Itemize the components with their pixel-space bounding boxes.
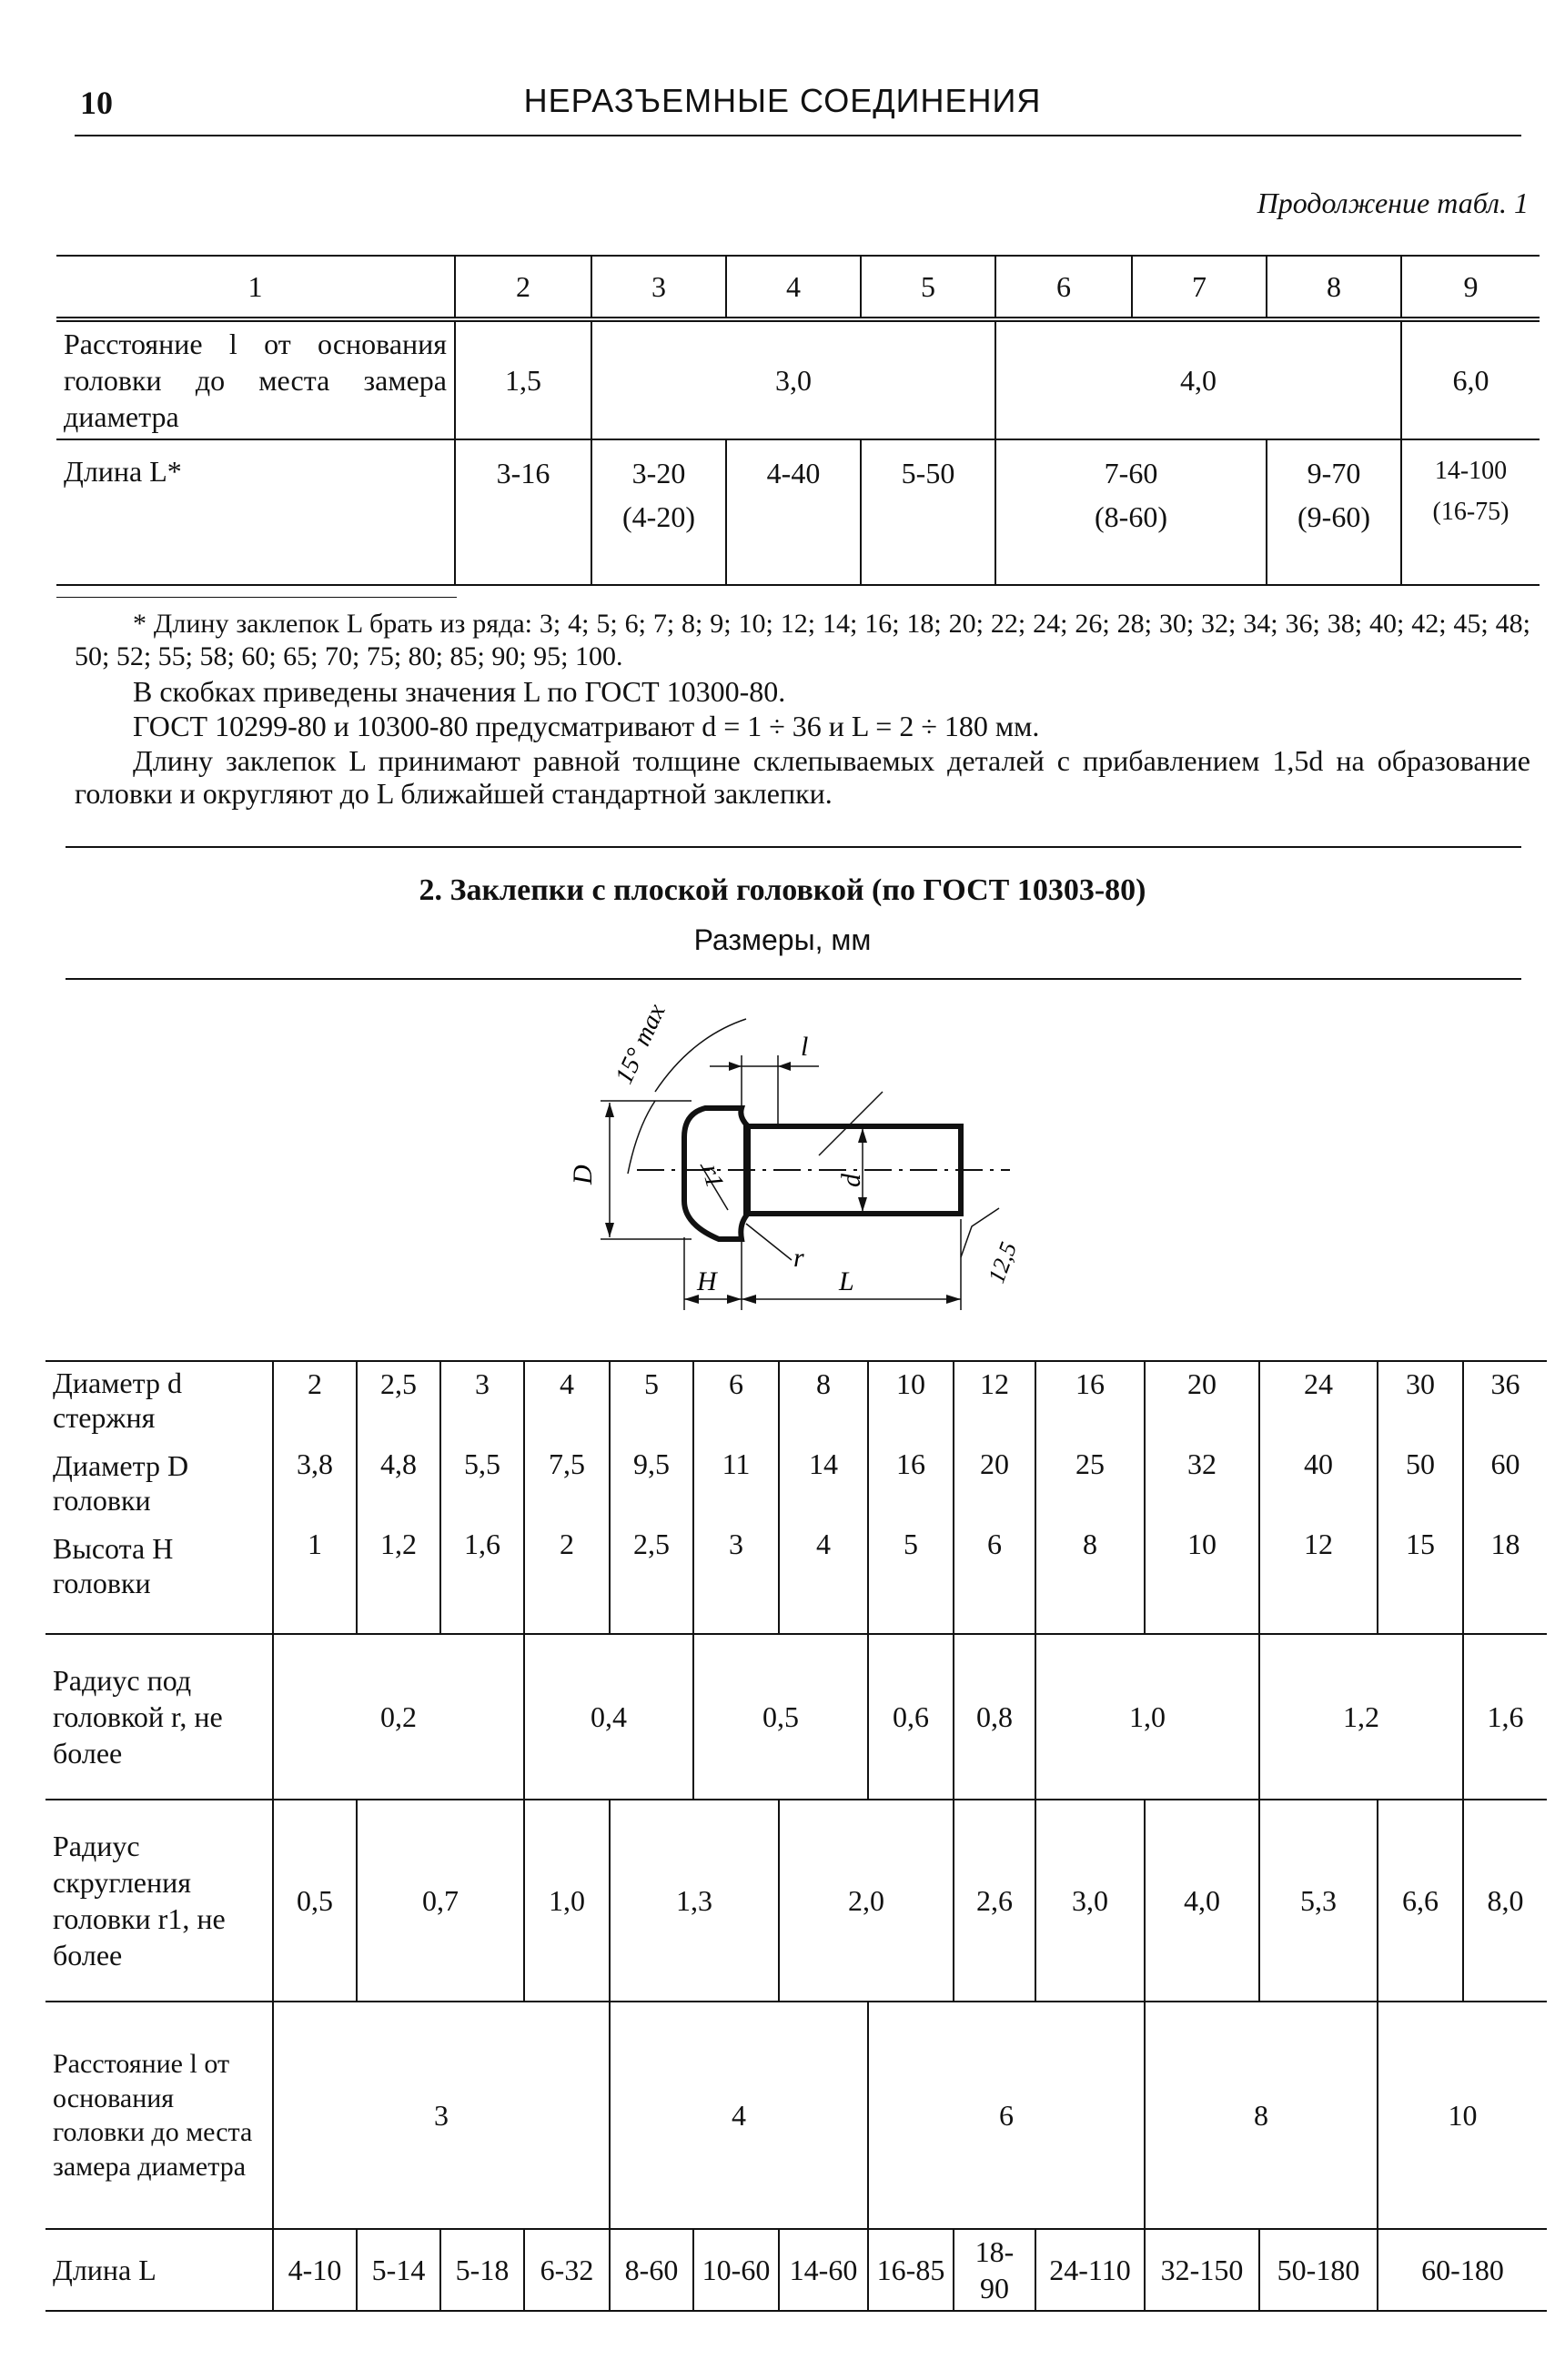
cell: 6-32: [524, 2229, 610, 2311]
header-rule: [75, 135, 1521, 136]
cell: 2 3,8 1: [273, 1361, 357, 1634]
page-number: 10: [80, 85, 113, 121]
value-main: 5-50: [901, 457, 955, 489]
units-label: Размеры, мм: [693, 923, 872, 956]
cell: 0,5: [273, 1800, 357, 2002]
col-header: 9: [1401, 256, 1540, 319]
dim-L-label: L: [839, 1266, 854, 1296]
cell: 24-110: [1035, 2229, 1145, 2311]
value-main: 9-70: [1307, 457, 1361, 489]
cell: 60-180: [1378, 2229, 1547, 2311]
cell: 1,3: [610, 1800, 779, 2002]
dim-D-label: D: [568, 1165, 598, 1185]
cell: [726, 439, 861, 585]
dim-d-label: d: [836, 1174, 866, 1187]
cell: 3,0: [1035, 1800, 1145, 2002]
cell: 0,8: [954, 1634, 1035, 1800]
col-header: 8: [1267, 256, 1401, 319]
cell: 0,4: [524, 1634, 693, 1800]
cell: 8: [1145, 2002, 1378, 2229]
cell: 5-18: [440, 2229, 524, 2311]
cell: [591, 439, 726, 585]
cell: [455, 439, 591, 585]
cell: [1267, 439, 1401, 585]
footnote: * Длину заклепок L брать из ряда: 3; 4; 5; 6; 7; 8; 9; 10; 12; 14; 16; 18; 20; 22; 24; 26; 28; 30; 32; 34; 36; 38; 40; 42; 45; 48; 50; 52; 55; 58; 60; 65; 70; 75; 80; 85; 90; 95; 100.: [75, 609, 1530, 671]
note-brackets: В скобках приведены значения L по ГОСТ 10300-80.: [133, 675, 786, 708]
value-alt: (8-60): [1095, 500, 1167, 533]
cell: 3,0: [591, 319, 995, 439]
cell: 14-60: [779, 2229, 868, 2311]
cell: 6: [868, 2002, 1145, 2229]
value-main: 3-16: [496, 457, 550, 489]
cell: 2,0: [779, 1800, 954, 2002]
cell: 2,6: [954, 1800, 1035, 2002]
cell: 1,2: [1259, 1634, 1463, 1800]
col-header: 2: [455, 256, 591, 319]
cell: 5,3: [1259, 1800, 1378, 2002]
cell: 1,6: [1463, 1634, 1547, 1800]
cell: 6 11 3: [693, 1361, 779, 1634]
table-caption: Продолжение табл. 1: [1257, 187, 1529, 219]
label-H: Высота H головки: [53, 1531, 174, 1599]
cell: 36 60 18: [1463, 1361, 1547, 1634]
row-label: Радиус под головкой r, не более: [45, 1634, 273, 1800]
col-header: 4: [726, 256, 861, 319]
col-header: 3: [591, 256, 726, 319]
cell: 12 20 6: [954, 1361, 1035, 1634]
value-main: 14-100: [1434, 457, 1508, 485]
dim-r1-label: r1: [695, 1161, 730, 1191]
cell: 0,5: [693, 1634, 868, 1800]
label-D: Диаметр D головки: [53, 1448, 189, 1518]
col-header: 1: [56, 256, 455, 319]
cell: 8,0: [1463, 1800, 1547, 2002]
note-gost: ГОСТ 10299-80 и 10300-80 предусматривают d = 1 ÷ 36 и L = 2 ÷ 180 мм.: [133, 710, 1040, 742]
cell: 10-60: [693, 2229, 779, 2311]
cell: 3 5,5 1,6: [440, 1361, 524, 1634]
cell: [1401, 439, 1540, 585]
row-label: Длина L: [45, 2229, 273, 2311]
cell: 18-90: [954, 2229, 1035, 2311]
cell: 30 50 15: [1378, 1361, 1463, 1634]
cell: 4,0: [1145, 1800, 1259, 2002]
cell: 2,5 4,8 1,2: [357, 1361, 440, 1634]
cell: 3: [273, 2002, 610, 2229]
cell: 32-150: [1145, 2229, 1259, 2311]
cell: 4 7,5 2: [524, 1361, 610, 1634]
cell: 8 14 4: [779, 1361, 868, 1634]
table-row-r1: [45, 1800, 1547, 2002]
table-row-r: [45, 1634, 1547, 1800]
roughness-label: 12,5: [983, 1238, 1023, 1287]
section-title: 2. Заклепки с плоской головкой (по ГОСТ 10303-80): [419, 873, 1146, 907]
footnote-rule: [56, 597, 457, 598]
table-row-L: [45, 2229, 1547, 2311]
value-alt: (16-75): [1432, 498, 1509, 526]
cell: 6,6: [1378, 1800, 1463, 2002]
value-main: 7-60: [1104, 457, 1158, 489]
dim-H-label: H: [697, 1266, 717, 1296]
cell: 24 40 12: [1259, 1361, 1378, 1634]
rivet-drawing: [528, 992, 1074, 1356]
table-header-row: [56, 256, 1540, 319]
table-2: [45, 1360, 1547, 2312]
cell: 1,0: [1035, 1634, 1259, 1800]
table-row: [56, 439, 1540, 585]
cell: 10: [1378, 2002, 1547, 2229]
cell: 5 9,5 2,5: [610, 1361, 693, 1634]
table-row-main-dims: [45, 1361, 1547, 1634]
cell: [995, 439, 1267, 585]
dim-r-label: r: [793, 1243, 804, 1273]
cell: 0,6: [868, 1634, 954, 1800]
value-main: 3-20: [631, 457, 686, 489]
value-alt: (9-60): [1297, 500, 1370, 533]
cell: 4: [610, 2002, 868, 2229]
value-main: 4-40: [766, 457, 821, 489]
row-label: Расстояние l от основания головки до места замера диаметра: [56, 319, 455, 439]
cell: 16-85: [868, 2229, 954, 2311]
table-row-l: [45, 2002, 1547, 2229]
col-header: 7: [1132, 256, 1267, 319]
cell: [861, 439, 995, 585]
cell: 16 25 8: [1035, 1361, 1145, 1634]
cell: 0,2: [273, 1634, 524, 1800]
cell: 1,5: [455, 319, 591, 439]
cell: 4-10: [273, 2229, 357, 2311]
value-alt: (4-20): [622, 500, 695, 533]
cell: 1,0: [524, 1800, 610, 2002]
running-title: НЕРАЗЪЕМНЫЕ СОЕДИНЕНИЯ: [523, 82, 1042, 119]
row-label: Расстояние l от основания головки до места замера диаметра: [45, 2002, 273, 2229]
cell: 6,0: [1401, 319, 1540, 439]
row-label: Радиус скругления головки r1, не более: [45, 1800, 273, 2002]
row-label-group: [45, 1361, 273, 1634]
col-header: 5: [861, 256, 995, 319]
table-row: [56, 319, 1540, 439]
col-header: 6: [995, 256, 1132, 319]
table-1: [56, 255, 1540, 586]
cell: 20 32 10: [1145, 1361, 1259, 1634]
cell: 8-60: [610, 2229, 693, 2311]
row-label: Длина L*: [56, 439, 455, 585]
note-length-rule: Длину заклепок L принимают равной толщине склепываемых деталей с прибавлением 1,5d на образование головки и округляют до L ближайшей стандартной заклепки.: [75, 744, 1530, 810]
section-rule: [66, 846, 1521, 848]
cell: 10 16 5: [868, 1361, 954, 1634]
cell: 4,0: [995, 319, 1401, 439]
label-d: Диаметр d стержня: [53, 1366, 182, 1435]
cell: 50-180: [1259, 2229, 1378, 2311]
notes: [75, 608, 1530, 812]
section-rule: [66, 978, 1521, 980]
angle-label: 15° max: [610, 999, 671, 1089]
cell: 0,7: [357, 1800, 524, 2002]
dim-l-label: l: [801, 1032, 809, 1062]
cell: 5-14: [357, 2229, 440, 2311]
